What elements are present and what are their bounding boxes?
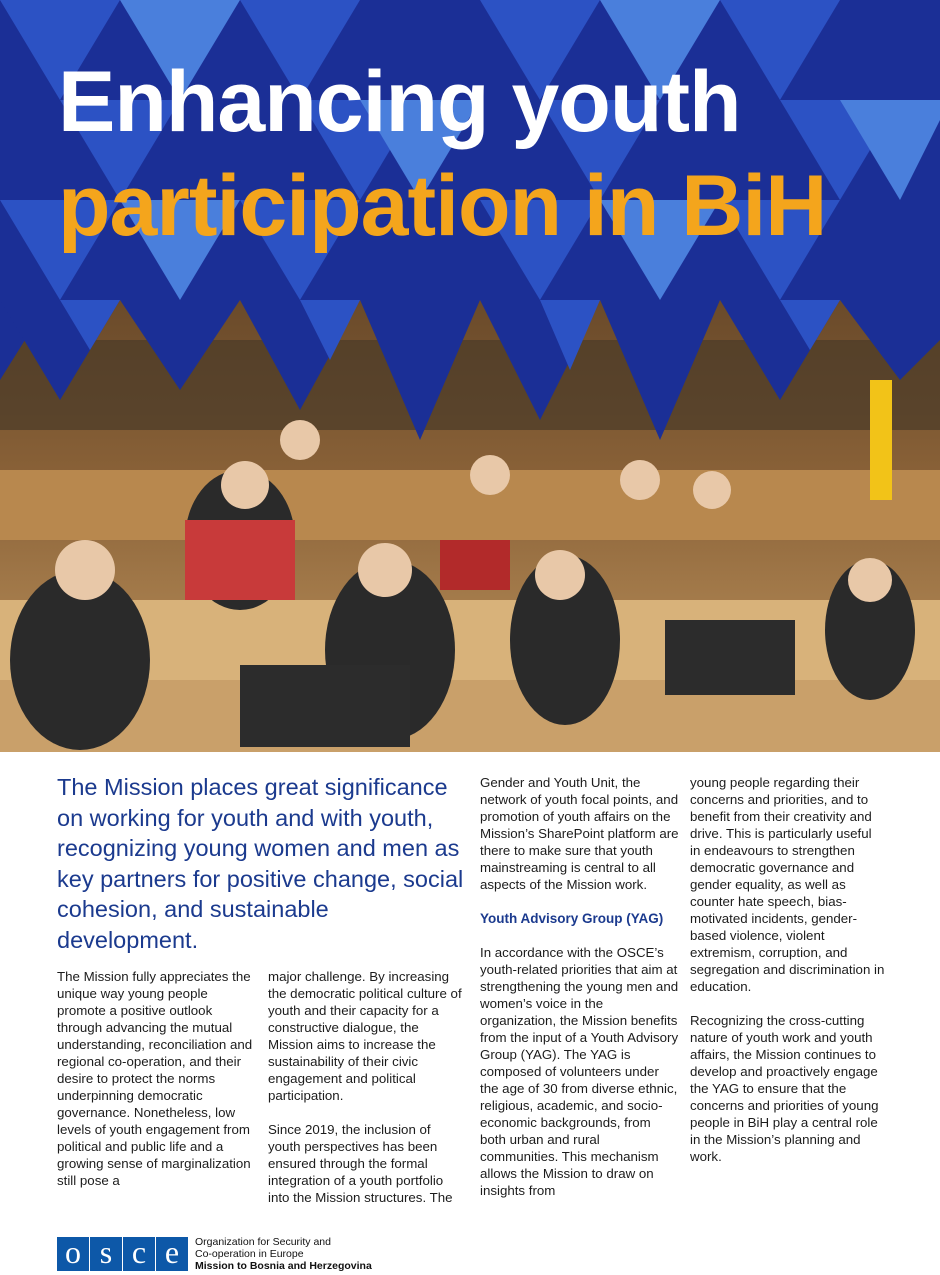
text-column-1: [57, 968, 257, 1206]
text-column-3: [480, 774, 680, 1216]
organization-name: [195, 1236, 372, 1272]
logo-letter: o: [57, 1237, 89, 1271]
column-4-paragraph-1: young people regarding their concerns and priorities, and to benefit from their creativity and drive. This is particularly useful in endeavours to strengthen democratic governance and gender equality, as well as counter hate speech, bias-motivated incidents, gender-based violence, violent extremism, corruption, and segregation and discrimination in education.: [690, 775, 885, 994]
column-4-paragraph-2: Recognizing the cross-cutting nature of youth work and youth affairs, the Mission continues to develop and proactively engage the YAG to ensure that the concerns and priorities of young people in BiH play a central role in the Mission’s planning and work.: [690, 1013, 879, 1164]
column-1-paragraph-1: The Mission fully appreciates the unique way young people promote a positive outlook through advancing the mutual understanding, reconciliation and regional co-operation, and their desire to protect the norms underpinning democratic governance. Nonetheless, low levels of youth engagement from political and public life and a growing sense of marginalization still pose a: [57, 969, 253, 1188]
lede-paragraph: The Mission places great significance on working for youth and with youth, recognizing young women and men as key partners for positive change, social cohesion, and sustainable development.: [57, 774, 464, 953]
column-2-paragraph-2: Since 2019, the inclusion of youth perspectives has been ensured through the formal integration of a youth portfolio into the Mission structures. The: [268, 1122, 453, 1205]
column-3-paragraph-2: In accordance with the OSCE’s youth-related priorities that aim at strengthening the young men and women’s voice in the organization, the Mission benefits from the input of a Youth Advisory Group (YAG). The YAG is composed of volunteers under the age of 30 from diverse ethnic, religious, academic, and socio-economic backgrounds, from both urban and rural communities. This mechanism allows the Mission to draw on insights from: [480, 945, 679, 1198]
org-line-3: Mission to Bosnia and Herzegovina: [195, 1260, 372, 1272]
yag-heading: Youth Advisory Group (YAG): [480, 911, 664, 926]
logo-letter: s: [90, 1237, 122, 1271]
org-line-2: Co-operation in Europe: [195, 1248, 304, 1260]
column-2-paragraph-1: major challenge. By increasing the democratic political culture of youth and their capacity for a constructive dialogue, the Mission aims to increase the sustainability of their civic engagement and political participation.: [268, 969, 462, 1103]
title-line-2: participation in BiH: [58, 158, 827, 254]
text-column-2: [268, 968, 466, 1223]
page-title: [58, 50, 826, 258]
column-3-paragraph-1: Gender and Youth Unit, the network of youth focal points, and promotion of youth affairs on the Mission’s SharePoint platform are there to make sure that youth mainstreaming is central to all aspects of the Mission work.: [480, 775, 679, 892]
org-line-1: Organization for Security and: [195, 1236, 331, 1248]
text-column-4: [690, 774, 885, 1182]
logo-letter: c: [123, 1237, 155, 1271]
title-line-1: Enhancing youth: [58, 54, 741, 150]
footer: [57, 1236, 372, 1272]
osce-logo: [57, 1234, 188, 1271]
logo-letter: e: [156, 1237, 188, 1271]
